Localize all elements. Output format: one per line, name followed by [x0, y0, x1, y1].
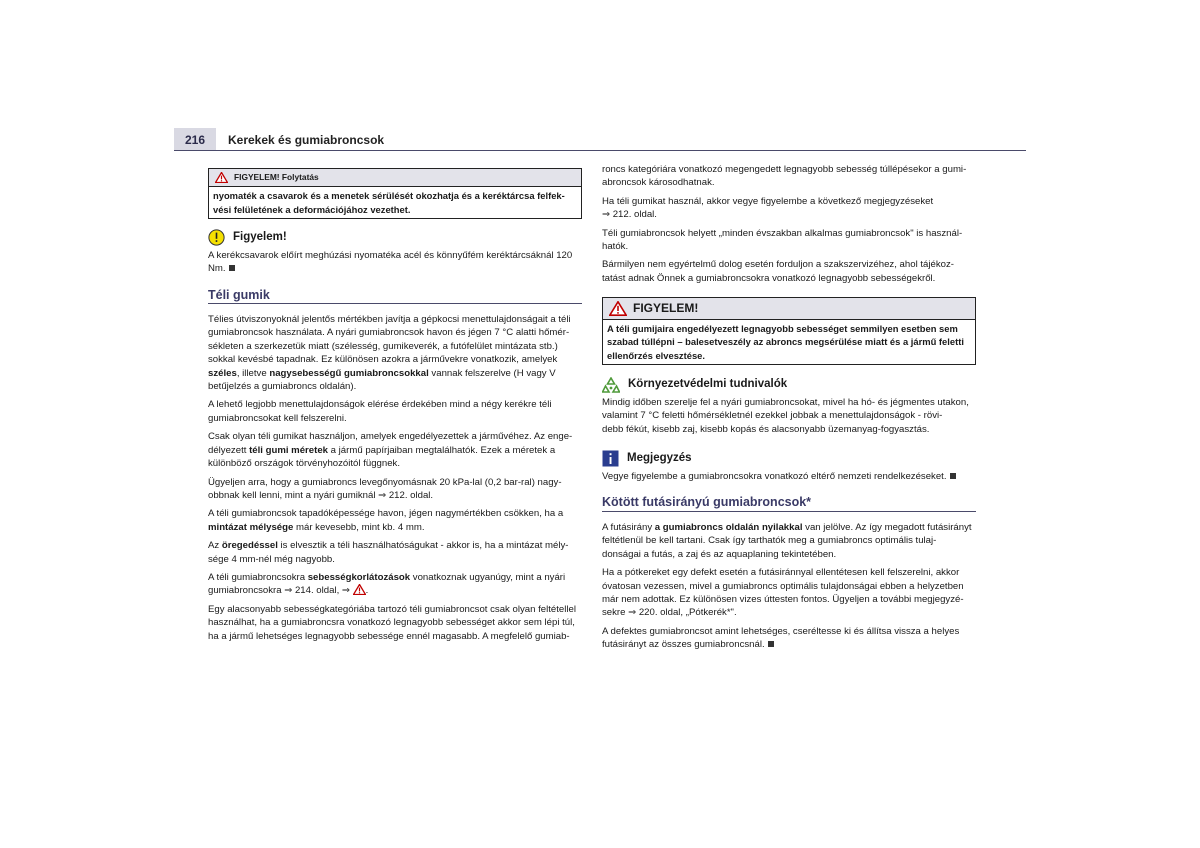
paragraph: [602, 195, 976, 222]
note-title: Megjegyzés: [627, 451, 692, 464]
text-line: vési felületének a deformációjához vezethet.: [213, 203, 411, 215]
environment-heading: [602, 377, 976, 393]
text-line: használhat, ha a gumiabroncsra vonatkozó legnagyobb sebességet akkor sem lépi túl,: [208, 617, 575, 629]
paragraph: [208, 603, 582, 643]
page-header: [174, 128, 1026, 151]
text-line: nyomaték a csavarok és a menetek sérülését okozhatja és a keréktárcsa felfek-: [213, 190, 565, 202]
paragraph: [602, 258, 976, 285]
text-line: Nm.: [208, 263, 226, 275]
text-line: gumiabroncsok használata. A nyári gumiabroncsok havon és jégen 7 °C alatti hőmér-: [208, 327, 570, 339]
bold-term: nagysebességű gumiabroncsokkal: [269, 367, 429, 379]
paragraph: [208, 476, 582, 503]
text-line: donságai a futás, a zaj és az aquaplaning tekintetében.: [602, 548, 837, 560]
text-line: sége 4 mm-nél még nagyobb.: [208, 553, 335, 565]
text-line: Vegye figyelembe a gumiabroncsokra vonatkozó eltérő nemzeti rendelkezéseket.: [602, 471, 947, 483]
text-line: hatók.: [602, 241, 629, 253]
bold-term: a gumiabroncs oldalán nyilakkal: [654, 521, 803, 533]
caution-text: [208, 249, 582, 276]
cross-reference-link[interactable]: obbnak kell lenni, mint a nyári gumiknál ⇒ 212. oldal.: [208, 489, 434, 501]
warning-triangle-icon[interactable]: [353, 584, 366, 595]
text-line: Ha a pótkereket egy defekt esetén a futásiránnyal ellentétesen kell felszerelni, akkor: [602, 567, 960, 579]
warning-triangle-icon: [609, 301, 627, 316]
environment-text: [602, 396, 976, 436]
text-line: ha a jármű lehetséges legnagyobb sebessége ennél magasabb. A megfelelő gumiab-: [208, 630, 570, 642]
text-span: .: [365, 585, 369, 597]
text-span: délyezett: [208, 444, 250, 456]
warning-text: [603, 320, 975, 364]
note-text: [602, 470, 976, 483]
cross-reference-link[interactable]: sekre ⇒ 220. oldal, „Pótkerék*".: [602, 607, 737, 619]
warning-continued-header: [209, 169, 581, 187]
text-line: sékleten a szerkezetük miatt (szélesség, gumikeverék, a futófelület mintázata stb.): [208, 340, 558, 352]
end-marker: [229, 265, 235, 271]
paragraph: [602, 163, 976, 190]
text-line: betűjelzés a gumiabroncs oldalán).: [208, 381, 357, 393]
recycling-icon: [602, 377, 620, 393]
text-line: A lehető legjobb menettulajdonságok elérése érdekében mind a négy kerékre téli: [208, 399, 552, 411]
text-line: már nem adottak. Ez különösen vizes úttesten fontos. Ügyeljen a további megjegyzé-: [602, 593, 964, 605]
warning-box: [602, 297, 976, 365]
paragraph: [602, 227, 976, 254]
text-line: debb fékút, kisebb zaj, kisebb kopás és alacsonyabb üzemanyag-fogyasztás.: [602, 423, 930, 435]
warning-continued-text: [209, 187, 581, 217]
bold-term: öregedéssel: [221, 540, 278, 552]
end-marker: [768, 641, 774, 647]
text-line: szabad túllépni – balesetveszély az abroncs megsérülése miatt és a jármű feletti: [607, 336, 964, 348]
text-line: A téli gumijaira engedélyezett legnagyobb sebességet semmilyen esetben sem: [607, 323, 958, 335]
text-line: futásirányt az összes gumiabroncsnál.: [602, 639, 765, 651]
info-icon: [602, 450, 619, 467]
paragraph: [208, 571, 582, 598]
text-line: Csak olyan téli gumikat használjon, amelyek engedélyezettek a járművéhez. Az enge-: [208, 431, 573, 443]
text-line: abroncsok károsodhatnak.: [602, 177, 715, 189]
paragraph: [208, 398, 582, 425]
text-line: sokkal kevésbé tapadnak. Ez különösen azokra a járművekre vonatkozik, amelyek: [208, 354, 558, 366]
text-span: Az: [208, 540, 222, 552]
paragraph: [602, 625, 976, 652]
text-line: valamint 7 °C feletti hőmérsékletnél ezekkel jobbak a menettulajdonságok - rövi-: [602, 410, 943, 422]
text-span: A téli gumiabroncsokra: [208, 571, 308, 583]
page-number: 216: [174, 128, 216, 150]
bold-term: téli gumi méretek: [249, 444, 328, 456]
warning-title: FIGYELEM!: [633, 301, 699, 316]
text-span: a jármű papírjaiban megtalálhatók. Ezek a méretek a: [328, 444, 556, 456]
text-line: Télies útviszonyoknál jelentős mértékben javítja a gépkocsi menettulajdonságait a téli: [208, 314, 571, 326]
text-line: Ügyeljen arra, hogy a gumiabroncs levegőnyomásnak 20 kPa-lal (0,2 bar-ral) nagy-: [208, 476, 562, 488]
text-line: óvatosan vezessen, mivel a gumiabroncs optimális tulajdonságai ebben a helyzetben: [602, 580, 964, 592]
text-line: roncs kategóriára vonatkozó megengedett legnagyobb sebesség túllépésekor a gumi-: [602, 164, 967, 175]
environment-title: Környezetvédelmi tudnivalók: [628, 378, 788, 391]
cross-reference-link[interactable]: gumiabroncsokra ⇒ 214. oldal, ⇒: [208, 585, 353, 597]
section-title-winter-tires: Téli gumik: [208, 289, 582, 304]
bold-term: sebességkorlátozások: [307, 571, 411, 583]
text-span: már kevesebb, mint kb. 4 mm.: [293, 521, 425, 533]
paragraph: [602, 566, 976, 620]
left-column: [208, 168, 582, 648]
text-line: A defektes gumiabroncsot amint lehetséges, cseréltesse ki és állítsa vissza a helyes: [602, 625, 960, 637]
text-line: ellenőrzés elvesztése.: [607, 349, 705, 361]
paragraph: [208, 507, 582, 534]
text-span: vonatkoznak ugyanúgy, mint a nyári: [410, 571, 566, 583]
text-line: különböző országok törvényhozóitól függnek.: [208, 458, 400, 470]
paragraph: [208, 313, 582, 393]
text-line: feltétlenül be kell tartani. Csak így tarthatók meg a gumiabroncs optimális tulaj-: [602, 535, 937, 547]
warning-continued-box: [208, 168, 582, 219]
text-line: Mindig időben szerelje fel a nyári gumiabroncsokat, mivel ha hó- és jégmentes utakon,: [602, 396, 969, 408]
text-span: A futásirány: [602, 521, 655, 533]
warning-triangle-icon: [215, 172, 228, 183]
caution-exclamation-icon: [208, 229, 225, 246]
paragraph: [602, 521, 976, 561]
text-span: vannak felszerelve (H vagy V: [428, 367, 556, 379]
text-span: van jelölve. Az így megadott futásirányt: [802, 521, 972, 533]
text-line: Egy alacsonyabb sebességkategóriába tartozó téli gumiabroncsot csak olyan feltétellel: [208, 603, 576, 615]
text-span: is elvesztik a téli használhatóságukat - akkor is, ha a mintázat mély-: [277, 540, 569, 552]
chapter-title: Kerekek és gumiabroncsok: [228, 133, 385, 147]
note-heading: [602, 450, 976, 467]
end-marker: [950, 473, 956, 479]
paragraph: [208, 430, 582, 470]
cross-reference-link[interactable]: ⇒ 212. oldal.: [602, 209, 657, 221]
warning-header: [603, 298, 975, 320]
text-line: A kerékcsavarok előírt meghúzási nyomatéka acél és könnyűfém keréktárcsáknál 120: [208, 249, 573, 261]
warning-continued-title: FIGYELEM! Folytatás: [234, 172, 319, 182]
paragraph: [208, 539, 582, 566]
text-line: Bármilyen nem egyértelmű dolog esetén forduljon a szakszervizéhez, ahol tájékoz-: [602, 259, 954, 271]
bold-term: mintázat mélysége: [208, 521, 294, 533]
text-line: Téli gumiabroncsok helyett „minden évszakban alkalmas gumiabroncsok" is használ-: [602, 227, 963, 239]
text-span: , illetve: [236, 367, 270, 379]
text-line: A téli gumiabroncsok tapadóképessége havon, jégen nagymértékben csökken, ha a: [208, 508, 564, 520]
section-title-directional-tires: Kötött futásirányú gumiabroncsok*: [602, 496, 976, 511]
text-line: tatást adnak Önnek a gumiabroncsokra vonatkozó legnagyobb sebességekről.: [602, 272, 936, 284]
text-line: Ha téli gumikat használ, akkor vegye figyelembe a következő megjegyzéseket: [602, 195, 934, 207]
text-line: gumiabroncsokat kell felszerelni.: [208, 412, 347, 424]
caution-title: Figyelem!: [233, 230, 287, 243]
bold-term: széles: [208, 367, 237, 379]
caution-heading: [208, 229, 582, 246]
right-column: [602, 163, 976, 657]
